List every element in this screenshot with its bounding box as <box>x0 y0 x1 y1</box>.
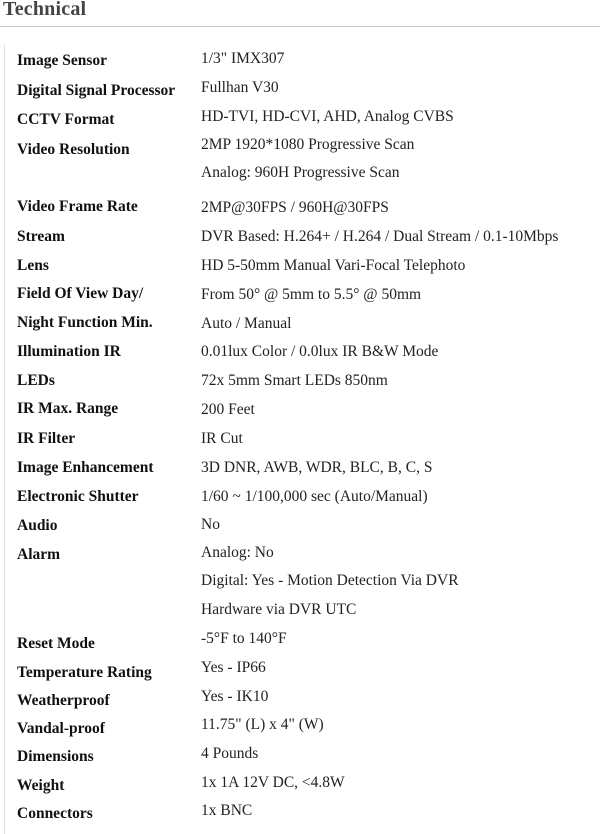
spec-label: Reset Mode <box>17 635 95 652</box>
spec-value: Digital: Yes - Motion Detection Via DVR <box>201 572 459 589</box>
spec-value: 1x BNC <box>201 802 253 819</box>
spec-value: 3D DNR, AWB, WDR, BLC, B, C, S <box>201 459 433 476</box>
section-header <box>0 0 600 27</box>
spec-value: HD 5-50mm Manual Vari-Focal Telephoto <box>201 257 466 274</box>
spec-value: IR Cut <box>201 430 243 447</box>
spec-value: Analog: No <box>201 544 274 561</box>
spec-value: Analog: 960H Progressive Scan <box>201 164 400 181</box>
spec-label: Audio <box>17 517 58 534</box>
spec-label: Dimensions <box>17 748 94 765</box>
spec-label: Image Sensor <box>17 52 107 69</box>
spec-label: Digital Signal Processor <box>17 82 176 99</box>
spec-label: Electronic Shutter <box>17 488 139 505</box>
spec-value: -5°F to 140°F <box>201 630 287 647</box>
spec-label: IR Filter <box>17 430 76 447</box>
spec-label: Video Resolution <box>17 141 130 158</box>
spec-label: Alarm <box>17 546 61 563</box>
spec-value: 1/3" IMX307 <box>201 50 285 67</box>
spec-value: Yes - IP66 <box>201 659 266 676</box>
spec-label: LEDs <box>17 372 55 389</box>
spec-value: 11.75" (L) x 4" (W) <box>201 716 324 733</box>
spec-value: Auto / Manual <box>201 315 292 332</box>
spec-value: DVR Based: H.264+ / H.264 / Dual Stream / 0.1-10Mbps <box>201 228 559 245</box>
spec-label: Video Frame Rate <box>17 198 138 215</box>
spec-value: 2MP@30FPS / 960H@30FPS <box>201 199 389 216</box>
spec-value: 2MP 1920*1080 Progressive Scan <box>201 136 415 153</box>
spec-label: Image Enhancement <box>17 459 154 476</box>
spec-label: Night Function Min. <box>17 314 153 331</box>
spec-value: 72x 5mm Smart LEDs 850nm <box>201 372 388 389</box>
spec-value: No <box>201 516 220 533</box>
spec-value: HD-TVI, HD-CVI, AHD, Analog CVBS <box>201 108 454 125</box>
spec-label: Weight <box>17 777 65 794</box>
spec-label: CCTV Format <box>17 111 115 128</box>
spec-value: 1x 1A 12V DC, <4.8W <box>201 774 345 791</box>
spec-label: Illumination IR <box>17 343 121 360</box>
section-title: Technical <box>3 0 87 20</box>
spec-label: Vandal-proof <box>17 720 105 737</box>
spec-value: Hardware via DVR UTC <box>201 601 357 618</box>
spec-value: 200 Feet <box>201 401 255 418</box>
spec-value: Yes - IK10 <box>201 688 269 705</box>
spec-value: 4 Pounds <box>201 745 259 762</box>
spec-label: Weatherproof <box>17 692 110 709</box>
spec-label: Temperature Rating <box>17 664 152 681</box>
spec-value: 1/60 ~ 1/100,000 sec (Auto/Manual) <box>201 488 428 505</box>
spec-value: From 50° @ 5mm to 5.5° @ 50mm <box>201 286 422 303</box>
spec-label: Lens <box>17 257 49 274</box>
spec-table <box>4 44 600 834</box>
spec-value: 0.01lux Color / 0.0lux IR B&W Mode <box>201 343 439 360</box>
spec-value: Fullhan V30 <box>201 79 279 96</box>
spec-label: Connectors <box>17 805 93 822</box>
spec-label: Field Of View Day/ <box>17 285 144 302</box>
spec-label: Stream <box>17 228 65 245</box>
spec-label: IR Max. Range <box>17 400 119 417</box>
